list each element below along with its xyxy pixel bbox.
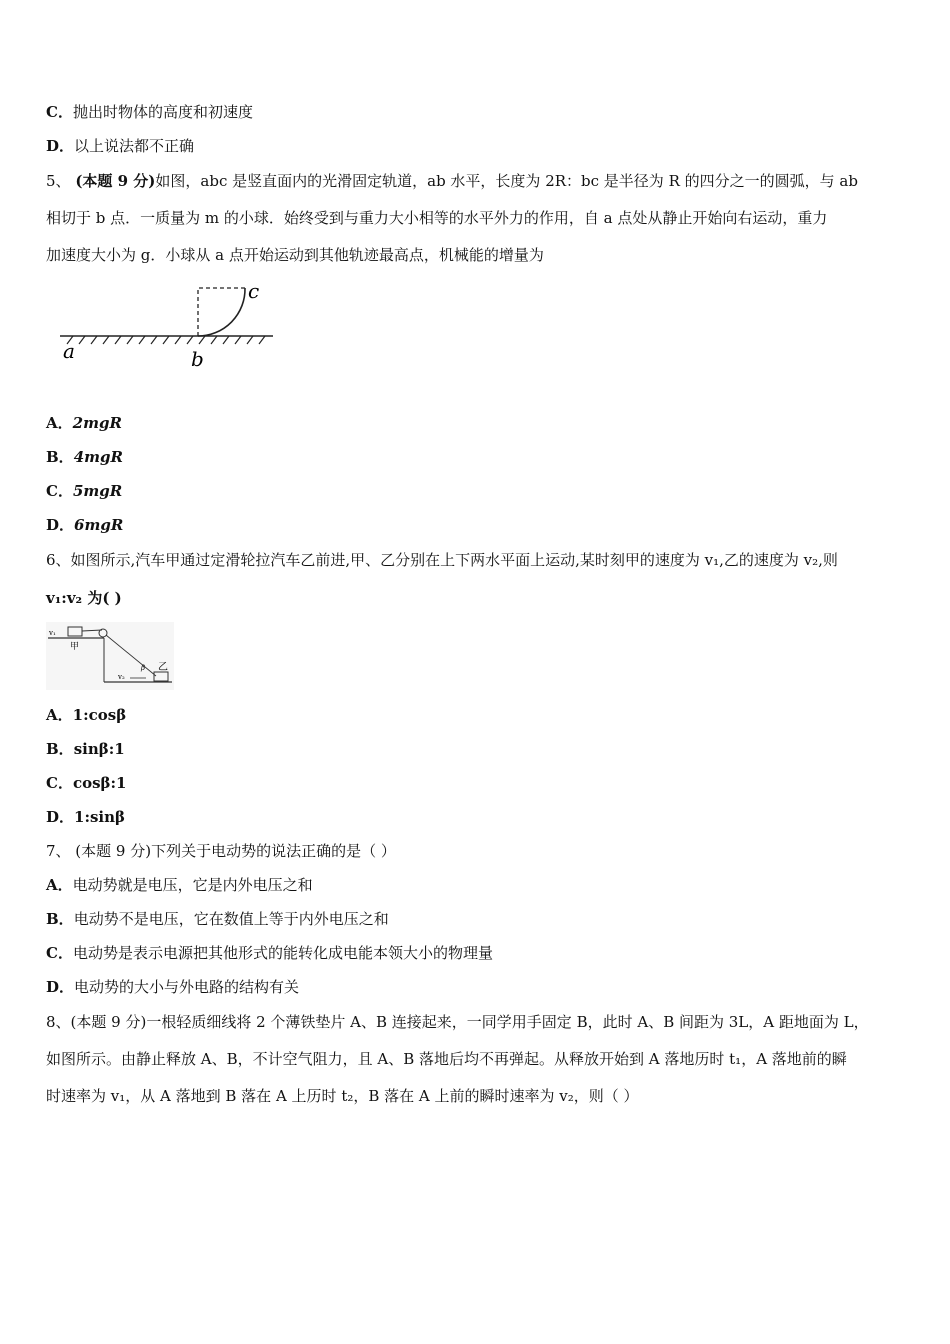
q5-stem-line-1 [46,171,858,191]
q7-stem-line-1: 7、 (本题 9 分)下列关于电动势的说法正确的是（ ） [46,842,396,860]
q5-option-c [46,481,122,501]
q5-tag: (本题 9 分) [75,172,156,190]
q8-stem-line-2: 如图所示。由静止释放 A、B，不计空气阻力，且 A、B 落地后均不再弹起。从释放开始到 A 落地历时 t₁，A 落地前的瞬 [46,1050,847,1068]
q5-option-d [46,515,123,535]
q6-label-jia: 甲 [70,642,80,652]
q5-track-figure [55,278,280,378]
q6-option-a-text: 1:cosβ [72,706,127,724]
q5-line-1-text: 如图，abc 是竖直面内的光滑固定轨道，ab 水平，长度为 2R：bc 是半径为 R 的四分之一的圆弧，与 ab [155,172,858,190]
q5-stem-line-3: 加速度大小为 g．小球从 a 点开始运动到其他轨迹最高点，机械能的增量为 [46,246,544,264]
q6-option-d-letter: D． [46,808,75,826]
q5-label-c: c [248,279,260,303]
q4-option-c-text: 抛出时物体的高度和初速度 [72,103,253,121]
q7-option-a [46,875,313,895]
q7-option-b-text: 电动势不是电压，它在数值上等于内外电压之和 [73,910,389,928]
q7-option-c [46,943,493,963]
q5-quarter-arc [198,288,245,336]
q6-label-yi: 乙 [158,662,168,673]
q4-option-d-text: 以上说法都不正确 [74,137,195,155]
q7-option-a-letter: A． [46,876,73,894]
q5-number: 5、 [46,172,71,190]
q5-label-b: b [191,347,204,371]
q7-option-b-letter: B． [46,910,74,928]
q5-option-b-letter: B． [46,448,74,466]
q4-option-d: D．以上说法都不正确 [46,137,195,155]
q6-option-d-text: 1:sinβ [74,808,125,826]
q7-option-d [46,977,299,997]
q5-option-c-text: 5mgR [72,482,123,500]
q5-option-b [46,447,123,467]
q6-option-c-letter: C． [46,774,73,792]
q7-option-b [46,909,389,929]
q6-option-c [46,773,126,793]
q7-option-a-text: 电动势就是电压，它是内外电压之和 [72,876,313,894]
q7-option-d-letter: D． [46,978,75,996]
q6-option-a-letter: A． [46,706,73,724]
q5-option-b-text: 4mgR [73,448,123,466]
q6-label-v1: v₁ [49,629,56,637]
q8-stem-line-1: 8、(本题 9 分)一根轻质细线将 2 个薄铁垫片 A、B 连接起来，一同学用手固定 B，此时 A、B 间距为 3L，A 距地面为 L， [46,1013,869,1031]
q5-label-a: a [63,339,75,363]
q4-option-c: C．抛出时物体的高度和初速度 [46,103,253,121]
q5-option-d-letter: D． [46,516,75,534]
q6-pulley-figure [46,622,174,690]
q6-option-b [46,739,125,759]
q6-label-v2: v₂ [118,673,125,681]
q5-option-a [46,413,122,433]
q6-option-b-text: sinβ:1 [73,740,125,758]
q6-option-a [46,705,126,725]
q6-stem-line-1: 6、如图所示,汽车甲通过定滑轮拉汽车乙前进,甲、乙分别在上下两水平面上运动,某时刻甲的速度为 v₁,乙的速度为 v₂,则 [46,551,838,569]
q5-option-a-letter: A． [46,414,73,432]
q6-option-c-text: cosβ:1 [72,774,127,792]
q6-option-d [46,807,125,827]
q5-stem-line-2: 相切于 b 点．一质量为 m 的小球．始终受到与重力大小相等的水平外力的作用，自 a 点处从静止开始向右运动，重力 [46,209,828,227]
q5-option-a-text: 2mgR [72,414,122,432]
q5-ground-hatching [67,336,265,344]
q5-dashed-square [198,288,245,336]
q8-stem-line-3: 时速率为 v₁，从 A 落地到 B 落在 A 上历时 t₂，B 落在 A 上前的瞬时速率为 v₂，则（ ） [46,1087,639,1105]
q5-option-c-letter: C． [46,482,73,500]
q6-stem-line-2: v₁:v₂ 为( ) [46,589,122,607]
q7-option-c-letter: C． [46,944,73,962]
q7-option-c-text: 电动势是表示电源把其他形式的能转化成电能本领大小的物理量 [72,944,493,962]
q6-label-beta: β [141,664,146,672]
q7-option-d-text: 电动势的大小与外电路的结构有关 [74,978,300,996]
q6-option-b-letter: B． [46,740,74,758]
q5-option-d-text: 6mgR [74,516,124,534]
